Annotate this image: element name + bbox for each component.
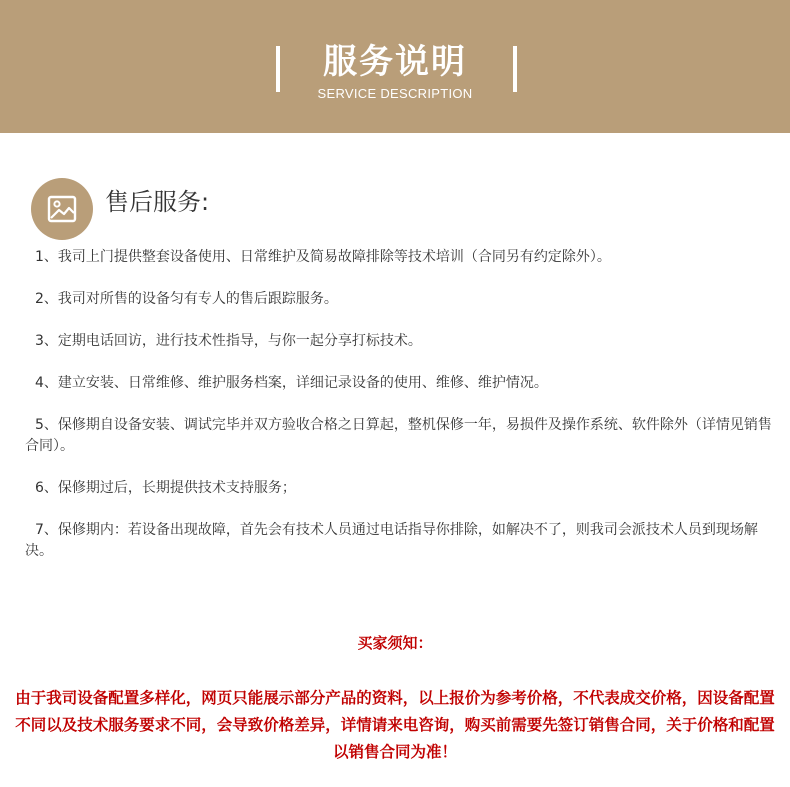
list-item: 6、保修期过后，长期提供技术支持服务； [35, 480, 296, 496]
list-item: 4、建立安装、日常维修、维护服务档案，详细记录设备的使用、维修、维护情况。 [35, 375, 548, 391]
list-item: 5、保修期自设备安装、调试完毕并双方验收合格之日算起，整机保修一年，易损件及操作系统、软件除外（详情见销售合同）。 [25, 417, 772, 454]
page-title: 服务说明 [323, 42, 467, 82]
header-banner [0, 0, 790, 133]
section-title: 售后服务: [105, 188, 210, 216]
list-item: 2、我司对所售的设备匀有专人的售后跟踪服务。 [35, 291, 338, 307]
list-item: 3、定期电话回访，进行技术性指导，与你一起分享打标技术。 [35, 333, 422, 349]
page-subtitle: SERVICE DESCRIPTION [317, 86, 473, 101]
notice-title: 买家须知： [357, 634, 433, 652]
title-divider-right [513, 46, 517, 92]
list-item: 7、保修期内：若设备出现故障，首先会有技术人员通过电话指导你排除，如解决不了，则我司会派技术人员到现场解决。 [25, 522, 758, 559]
section-header [31, 178, 431, 244]
notice-body: 由于我司设备配置多样化，网页只能展示部分产品的资料，以上报价为参考价格，不代表成交价格，因设备配置不同以及技术服务要求不同，会导致价格差异，详情请来电咨询，购买前需要先签订销售合同，关于价格和配置以销售合同为准！ [15, 689, 775, 761]
image-icon [31, 178, 93, 240]
list-item: 1、我司上门提供整套设备使用、日常维护及简易故障排除等技术培训（合同另有约定除外）。 [35, 249, 611, 265]
